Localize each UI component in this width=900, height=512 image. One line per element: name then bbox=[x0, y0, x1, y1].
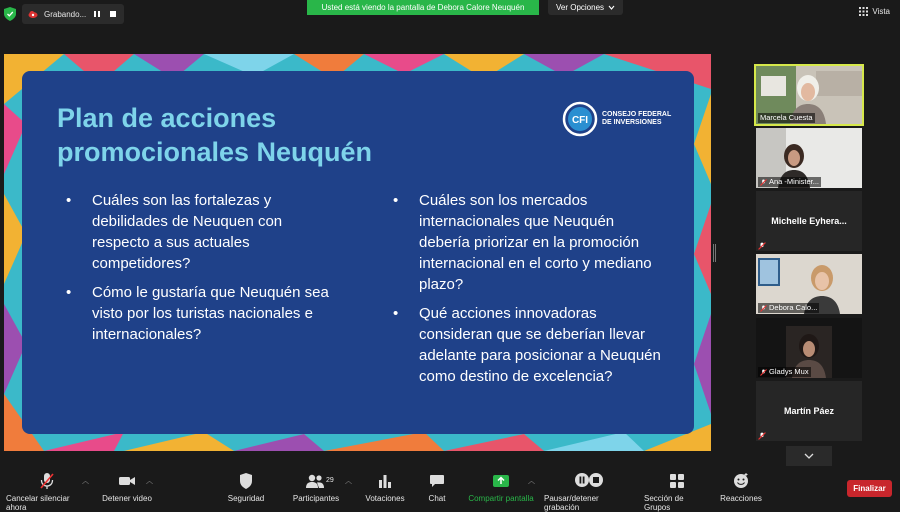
slide-content-card bbox=[22, 71, 694, 434]
top-bar bbox=[0, 0, 900, 28]
cfi-logo-mark: CFI bbox=[571, 115, 589, 126]
participant-tile[interactable] bbox=[756, 318, 862, 378]
participant-tile[interactable] bbox=[756, 254, 862, 314]
view-mode-button[interactable] bbox=[859, 7, 890, 16]
chat-button[interactable] bbox=[426, 472, 448, 503]
slide-title bbox=[57, 101, 477, 169]
shared-screen bbox=[4, 54, 711, 451]
bullet-item: • Cuáles son las fortalezas y debilidades de Neuquen con respecto a sus actuales competidores? bbox=[92, 190, 342, 274]
participant-name: Debora Calo... bbox=[758, 303, 819, 313]
cfi-logo-line-2: DE INVERSIONES bbox=[602, 119, 662, 126]
reactions-button[interactable] bbox=[720, 472, 762, 503]
left-bullet-column bbox=[92, 190, 342, 353]
stop-video-label: Detener video bbox=[102, 494, 152, 503]
pause-stop-recording-icon bbox=[574, 472, 604, 490]
smiley-icon bbox=[732, 472, 750, 490]
view-mode-label: Vista bbox=[872, 7, 890, 16]
chevron-down-icon bbox=[608, 5, 615, 10]
share-screen-label: Compartir pantalla bbox=[468, 494, 534, 503]
unmute-button[interactable] bbox=[6, 472, 88, 512]
screen-share-banner: Usted está viendo la pantalla de Debora Calore Neuquén bbox=[307, 0, 539, 15]
unmute-label: Cancelar silenciar ahora bbox=[6, 494, 70, 512]
share-screen-icon bbox=[492, 472, 510, 490]
mic-muted-icon bbox=[758, 242, 766, 250]
participant-tile-active-speaker[interactable] bbox=[754, 64, 864, 126]
chat-label: Chat bbox=[428, 494, 446, 503]
security-button[interactable] bbox=[226, 472, 266, 503]
polls-button[interactable] bbox=[363, 472, 407, 503]
view-options-button[interactable] bbox=[548, 0, 623, 15]
participants-options-caret[interactable]: ︿ bbox=[345, 478, 352, 485]
video-camera-icon bbox=[118, 472, 136, 490]
bullet-item: • Cómo le gustaría que Neuquén sea visto por los turistas nacionales e internacionales? bbox=[92, 282, 342, 345]
chevron-down-icon bbox=[804, 453, 814, 459]
bullet-item: • Cuáles son los mercados internacionales que Neuquén debería priorizar en la promoción internacional en el corto y mediano plazo? bbox=[419, 190, 669, 295]
chat-bubble-icon bbox=[429, 472, 445, 490]
cfi-logo-text bbox=[602, 111, 682, 127]
breakout-rooms-button[interactable] bbox=[644, 472, 710, 512]
slide-title-line-2: promocionales Neuquén bbox=[57, 137, 373, 167]
mic-muted-icon bbox=[760, 369, 767, 376]
video-options-caret[interactable]: ︿ bbox=[146, 478, 153, 485]
reactions-label: Reacciones bbox=[720, 494, 762, 503]
share-options-caret[interactable]: ︿ bbox=[528, 478, 535, 485]
pause-stop-recording-label: Pausar/detener grabación bbox=[544, 494, 599, 512]
mic-muted-icon bbox=[760, 179, 767, 186]
pause-recording-icon[interactable] bbox=[92, 9, 102, 19]
recording-status bbox=[4, 4, 124, 24]
security-label: Seguridad bbox=[227, 494, 265, 503]
pause-stop-recording-button[interactable] bbox=[544, 472, 634, 512]
breakout-rooms-icon bbox=[668, 472, 686, 490]
right-bullet-column bbox=[419, 190, 669, 395]
gallery-next-page-button[interactable] bbox=[786, 446, 832, 466]
breakout-rooms-label: Sección de Grupos bbox=[644, 494, 684, 512]
shield-icon bbox=[238, 472, 254, 490]
recording-pill bbox=[22, 4, 124, 24]
participant-tile[interactable] bbox=[756, 191, 862, 251]
participant-name: Gladys Mux bbox=[758, 367, 811, 377]
cfi-logo bbox=[562, 101, 682, 137]
audio-options-caret[interactable]: ︿ bbox=[82, 478, 89, 485]
mic-muted-icon bbox=[758, 432, 766, 440]
end-meeting-button[interactable]: Finalizar bbox=[847, 480, 892, 497]
meeting-toolbar bbox=[0, 466, 900, 512]
participants-icon bbox=[305, 472, 327, 490]
cloud-recording-icon bbox=[28, 9, 38, 19]
microphone-muted-icon bbox=[39, 472, 55, 490]
bullet-item: • Qué acciones innovadoras consideran que se deberían llevar adelante para posicionar a Neuquén como destino de excelencia? bbox=[419, 303, 669, 387]
grid-view-icon bbox=[859, 7, 868, 16]
participant-name: Martín Páez bbox=[783, 406, 834, 416]
participant-tile[interactable] bbox=[756, 128, 862, 188]
view-options-label: Ver Opciones bbox=[556, 3, 605, 12]
bar-chart-icon bbox=[377, 472, 393, 490]
polls-label: Votaciones bbox=[365, 494, 405, 503]
mic-muted-icon bbox=[760, 305, 767, 312]
encryption-shield-icon[interactable] bbox=[4, 7, 16, 21]
participant-name: Ana -Minister... bbox=[758, 177, 821, 187]
stop-recording-icon[interactable] bbox=[108, 9, 118, 19]
participant-name: Michelle Eyhera... bbox=[771, 216, 847, 226]
participant-tile[interactable] bbox=[756, 381, 862, 441]
cfi-logo-icon bbox=[562, 101, 598, 137]
participant-name: Marcela Cuesta bbox=[760, 113, 813, 122]
share-screen-button[interactable] bbox=[467, 472, 535, 503]
cfi-logo-line-1: CONSEJO FEDERAL bbox=[602, 111, 672, 118]
participants-label: Participantes bbox=[292, 494, 340, 503]
participants-count: 29 bbox=[326, 477, 334, 484]
slide-title-line-1: Plan de acciones bbox=[57, 103, 277, 133]
panel-resize-handle[interactable] bbox=[713, 244, 716, 262]
recording-label: Grabando... bbox=[44, 9, 87, 19]
